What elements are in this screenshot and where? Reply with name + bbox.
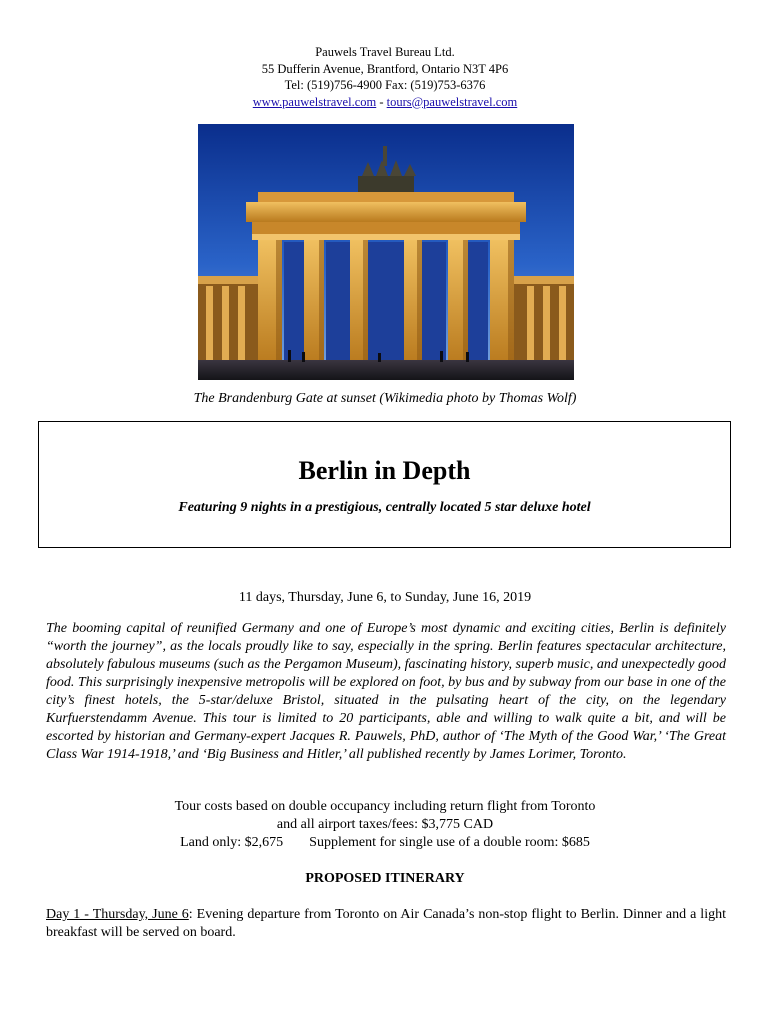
- letterhead: [0, 44, 770, 110]
- land-only-price: Land only: $2,675: [180, 835, 284, 850]
- website-link[interactable]: www.pauwelstravel.com: [252, 94, 377, 109]
- phone-fax: Tel: (519)756-4900 Fax: (519)753-6376: [284, 78, 486, 92]
- brandenburg-gate-photo: [198, 124, 574, 380]
- title-box: [38, 421, 731, 548]
- itinerary-day-1: [46, 906, 726, 942]
- email-link[interactable]: tours@pauwelstravel.com: [386, 94, 518, 109]
- contact-separator: -: [376, 94, 387, 109]
- cost-line-1: Tour costs based on double occupancy including return flight from Toronto: [174, 799, 596, 814]
- company-name: Pauwels Travel Bureau Ltd.: [315, 45, 455, 59]
- itinerary-heading: PROPOSED ITINERARY: [305, 871, 465, 886]
- web-contact-line: [0, 94, 770, 111]
- cost-line-2: and all airport taxes/fees: $3,775 CAD: [276, 817, 494, 832]
- day-1-label: Day 1 - Thursday, June 6: [46, 907, 189, 922]
- single-supplement: Supplement for single use of a double room: $685: [309, 835, 590, 850]
- company-address: 55 Dufferin Avenue, Brantford, Ontario N3T 4P6: [261, 61, 509, 76]
- cost-line-3: [0, 834, 770, 852]
- day-1-text: : Evening departure from Toronto on Air Canada’s non-stop flight to Berlin. Dinner and a light breakfast will be served on board.: [46, 907, 726, 940]
- tour-title: Berlin in Depth: [298, 456, 471, 485]
- tour-dates: 11 days, Thursday, June 6, to Sunday, June 16, 2019: [238, 590, 532, 605]
- tour-subtitle: Featuring 9 nights in a prestigious, centrally located 5 star deluxe hotel: [178, 500, 591, 515]
- tour-costs: [0, 798, 770, 852]
- tour-description: The booming capital of reunified Germany and one of Europe’s most dynamic and exciting cities, Berlin is definitely “worth the journey”, as the locals proudly like to say, especially in the spring. Berlin features spectacular architecture, absolutely fabulous museums (such as the Pergamon Museum), fascinating history, superb music, and unexpectedly good food. This surprisingly inexpensive metropolis will be explored on foot, by bus and by subway from our base in one of the city’s finest hotels, the 5-star/deluxe Bristol, situated in the pulsating heart of the city, on the legendary Kurfuerstendamm Avenue. This tour is limited to 20 participants, able and willing to walk quite a bit, and will be escorted by historian and Germany-expert Jacques R. Pauwels, PhD, author of ‘The Myth of the Good War,’ ‘The Great Class War 1914-1918,’ and ‘Big Business and Hitler,’ all published recently by James Lorimer, Toronto.: [46, 621, 726, 762]
- photo-caption: The Brandenburg Gate at sunset (Wikimedia photo by Thomas Wolf): [193, 391, 577, 406]
